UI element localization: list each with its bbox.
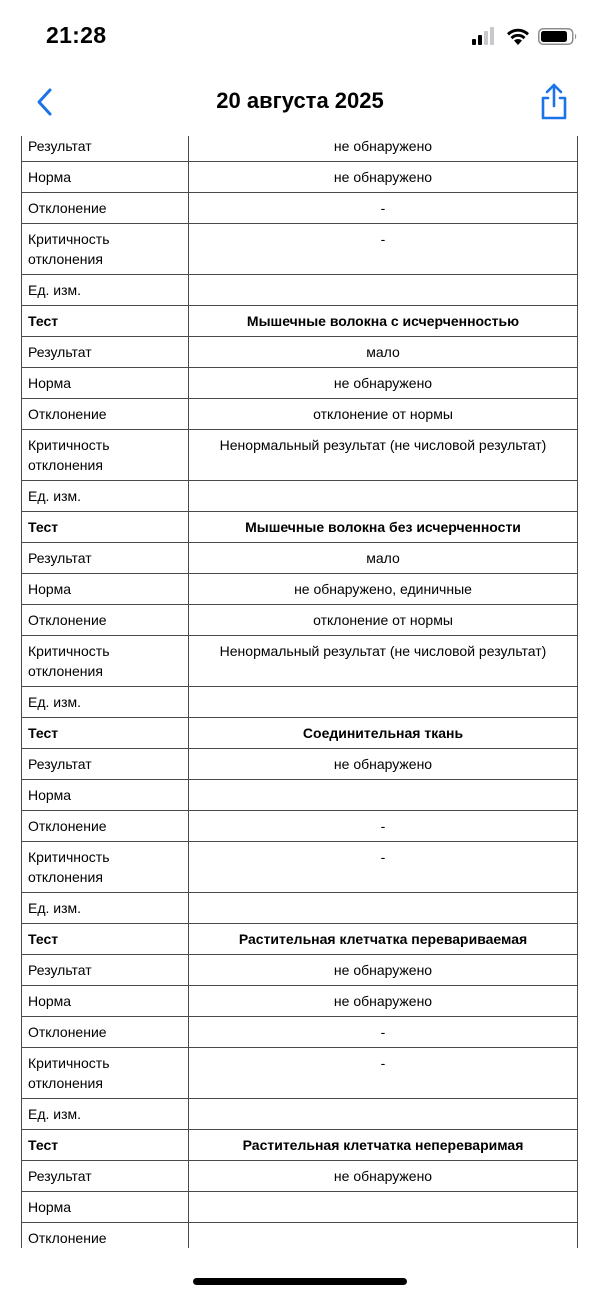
row-value: - [189, 811, 578, 842]
table-row [22, 574, 578, 605]
table-row [22, 1223, 578, 1249]
table-row [22, 275, 578, 306]
status-bar [0, 0, 600, 70]
row-value: отклонение от нормы [189, 399, 578, 430]
table-row [22, 893, 578, 924]
row-label: Критичность отклонения [22, 636, 189, 687]
status-icons [472, 26, 582, 46]
table-row [22, 687, 578, 718]
row-value: - [189, 193, 578, 224]
row-label: Тест [22, 1130, 189, 1161]
row-value: не обнаружено [189, 368, 578, 399]
table-row [22, 986, 578, 1017]
row-label: Критичность отклонения [22, 842, 189, 893]
row-label: Результат [22, 1161, 189, 1192]
row-label: Ед. изм. [22, 687, 189, 718]
row-value: Ненормальный результат (не числовой результат) [189, 636, 578, 687]
row-value [189, 481, 578, 512]
test-header-row [22, 306, 578, 337]
row-value: Растительная клетчатка перевариваемая [189, 924, 578, 955]
row-label: Отклонение [22, 399, 189, 430]
row-value: не обнаружено [189, 955, 578, 986]
row-label: Критичность отклонения [22, 224, 189, 275]
row-label: Отклонение [22, 1017, 189, 1048]
share-icon [543, 85, 565, 118]
row-label: Результат [22, 749, 189, 780]
row-label: Ед. изм. [22, 481, 189, 512]
row-label: Результат [22, 136, 189, 162]
table-row [22, 636, 578, 687]
battery-icon [539, 29, 577, 45]
row-value [189, 893, 578, 924]
table-row [22, 543, 578, 574]
row-label: Тест [22, 924, 189, 955]
row-value: Растительная клетчатка непереваримая [189, 1130, 578, 1161]
table-row [22, 399, 578, 430]
table-row [22, 1192, 578, 1223]
test-header-row [22, 718, 578, 749]
row-value [189, 1099, 578, 1130]
row-value: мало [189, 337, 578, 368]
table-row [22, 1048, 578, 1099]
results-table-container[interactable] [21, 136, 578, 1248]
row-label: Тест [22, 512, 189, 543]
row-label: Ед. изм. [22, 893, 189, 924]
table-row [22, 780, 578, 811]
table-row [22, 368, 578, 399]
row-value: - [189, 1017, 578, 1048]
row-label: Ед. изм. [22, 275, 189, 306]
home-indicator[interactable] [193, 1278, 407, 1285]
row-label: Норма [22, 162, 189, 193]
row-value: - [189, 224, 578, 275]
page-title: 20 августа 2025 [216, 88, 384, 113]
table-row [22, 162, 578, 193]
row-label: Отклонение [22, 811, 189, 842]
row-value [189, 780, 578, 811]
table-row [22, 193, 578, 224]
table-row [22, 1099, 578, 1130]
row-value: - [189, 842, 578, 893]
wifi-icon [507, 29, 529, 45]
table-row [22, 224, 578, 275]
row-value [189, 1192, 578, 1223]
table-row [22, 842, 578, 893]
test-header-row [22, 1130, 578, 1161]
row-value: мало [189, 543, 578, 574]
table-row [22, 430, 578, 481]
table-row [22, 811, 578, 842]
row-value: не обнаружено [189, 162, 578, 193]
row-label: Отклонение [22, 193, 189, 224]
row-value: не обнаружено [189, 749, 578, 780]
row-label: Критичность отклонения [22, 1048, 189, 1099]
row-value: Соединительная ткань [189, 718, 578, 749]
row-value: отклонение от нормы [189, 605, 578, 636]
share-button[interactable] [536, 82, 572, 122]
table-row [22, 337, 578, 368]
row-value: - [189, 1048, 578, 1099]
row-label: Отклонение [22, 605, 189, 636]
table-row [22, 955, 578, 986]
row-value [189, 687, 578, 718]
row-label: Норма [22, 986, 189, 1017]
row-label: Норма [22, 368, 189, 399]
table-row [22, 1161, 578, 1192]
row-value: Мышечные волокна с исчерченностью [189, 306, 578, 337]
row-label: Ед. изм. [22, 1099, 189, 1130]
row-label: Результат [22, 955, 189, 986]
table-row [22, 605, 578, 636]
row-value: Ненормальный результат (не числовой результат) [189, 430, 578, 481]
row-value: не обнаружено [189, 1161, 578, 1192]
test-header-row [22, 512, 578, 543]
cellular-signal-icon [472, 27, 494, 45]
row-label: Результат [22, 337, 189, 368]
table-row [22, 749, 578, 780]
table-row [22, 136, 578, 162]
test-header-row [22, 924, 578, 955]
row-value [189, 275, 578, 306]
results-table [21, 136, 578, 1248]
row-label: Отклонение [22, 1223, 189, 1249]
status-time: 21:28 [46, 22, 107, 48]
row-value: не обнаружено [189, 986, 578, 1017]
table-row [22, 1017, 578, 1048]
row-label: Критичность отклонения [22, 430, 189, 481]
row-value [189, 1223, 578, 1249]
row-value: не обнаружено [189, 136, 578, 162]
row-label: Тест [22, 718, 189, 749]
row-value: Мышечные волокна без исчерченности [189, 512, 578, 543]
row-label: Тест [22, 306, 189, 337]
row-label: Результат [22, 543, 189, 574]
row-value: не обнаружено, единичные [189, 574, 578, 605]
row-label: Норма [22, 780, 189, 811]
navigation-bar [0, 70, 600, 136]
row-label: Норма [22, 1192, 189, 1223]
row-label: Норма [22, 574, 189, 605]
table-row [22, 481, 578, 512]
